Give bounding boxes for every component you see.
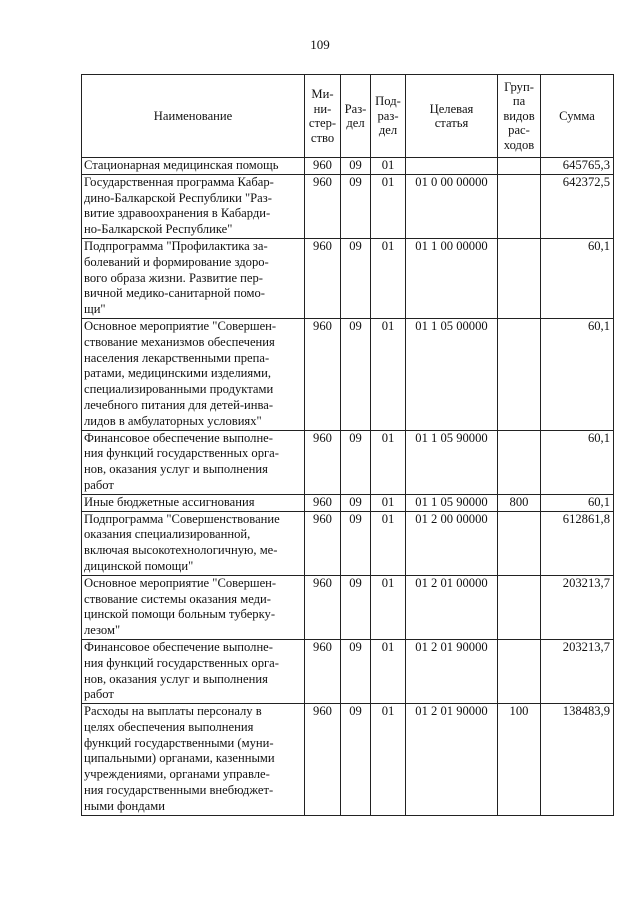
- table-header-row: [82, 75, 614, 158]
- budget-table: [81, 74, 614, 816]
- cell-amount: 60,1: [541, 494, 614, 511]
- cell-expense-group: [498, 158, 541, 175]
- cell-section: 09: [341, 494, 371, 511]
- cell-name: Финансовое обеспечение выполне- ния функций государственных орга- нов, оказания услуг и выполнения работ: [82, 430, 305, 494]
- cell-section: 09: [341, 704, 371, 816]
- cell-target-item: 01 1 05 90000: [406, 494, 498, 511]
- cell-ministry: 960: [305, 494, 341, 511]
- cell-target-item: 01 1 00 00000: [406, 238, 498, 318]
- cell-expense-group: 800: [498, 494, 541, 511]
- table-row: [82, 494, 614, 511]
- header-name: Наименование: [82, 75, 305, 158]
- cell-subsection: 01: [371, 704, 406, 816]
- cell-expense-group: [498, 511, 541, 575]
- cell-target-item: 01 2 01 90000: [406, 704, 498, 816]
- cell-target-item: 01 2 00 00000: [406, 511, 498, 575]
- cell-ministry: 960: [305, 318, 341, 430]
- cell-expense-group: [498, 318, 541, 430]
- cell-expense-group: [498, 575, 541, 639]
- cell-name: Основное мероприятие "Совершен- ствование механизмов обеспечения населения лекарственными препа- ратами, медицинскими изделиями, специализированными продуктами лечебного питания для детей-инва- лидов в амбулаторных условиях": [82, 318, 305, 430]
- table-row: [82, 238, 614, 318]
- cell-expense-group: [498, 174, 541, 238]
- cell-amount: 60,1: [541, 430, 614, 494]
- table-row: [82, 174, 614, 238]
- cell-target-item: 01 2 01 00000: [406, 575, 498, 639]
- header-expense-group: Груп- па видов рас- ходов: [498, 75, 541, 158]
- cell-subsection: 01: [371, 318, 406, 430]
- header-amount: Сумма: [541, 75, 614, 158]
- cell-expense-group: [498, 238, 541, 318]
- cell-name: Подпрограмма "Совершенствование оказания специализированной, включая высокотехнологичную, ме- дицинской помощи": [82, 511, 305, 575]
- cell-ministry: 960: [305, 158, 341, 175]
- cell-target-item: 01 1 05 90000: [406, 430, 498, 494]
- cell-expense-group: [498, 430, 541, 494]
- cell-name: Финансовое обеспечение выполне- ния функций государственных орга- нов, оказания услуг и выполнения работ: [82, 639, 305, 703]
- table-row: [82, 511, 614, 575]
- cell-name: Государственная программа Кабар- дино-Балкарской Республики "Раз- витие здравоохранения в Кабарди- но-Балкарской Республике": [82, 174, 305, 238]
- cell-target-item: [406, 158, 498, 175]
- cell-section: 09: [341, 575, 371, 639]
- header-ministry: Ми- ни- стер- ство: [305, 75, 341, 158]
- cell-expense-group: 100: [498, 704, 541, 816]
- table-row: [82, 704, 614, 816]
- page-number: 109: [310, 37, 330, 52]
- cell-amount: 645765,3: [541, 158, 614, 175]
- cell-target-item: 01 0 00 00000: [406, 174, 498, 238]
- cell-ministry: 960: [305, 575, 341, 639]
- cell-section: 09: [341, 238, 371, 318]
- table-row: [82, 318, 614, 430]
- cell-subsection: 01: [371, 494, 406, 511]
- cell-ministry: 960: [305, 430, 341, 494]
- cell-amount: 60,1: [541, 238, 614, 318]
- cell-name: Иные бюджетные ассигнования: [82, 494, 305, 511]
- header-subsection: Под- раз- дел: [371, 75, 406, 158]
- cell-amount: 60,1: [541, 318, 614, 430]
- header-target-item: Целевая статья: [406, 75, 498, 158]
- cell-ministry: 960: [305, 704, 341, 816]
- table-row: [82, 575, 614, 639]
- cell-amount: 138483,9: [541, 704, 614, 816]
- cell-target-item: 01 2 01 90000: [406, 639, 498, 703]
- cell-ministry: 960: [305, 639, 341, 703]
- table-row: [82, 639, 614, 703]
- cell-subsection: 01: [371, 158, 406, 175]
- cell-subsection: 01: [371, 575, 406, 639]
- cell-section: 09: [341, 511, 371, 575]
- cell-section: 09: [341, 639, 371, 703]
- cell-name: Расходы на выплаты персоналу в целях обеспечения выполнения функций государственными (муни- ципальными) органами, казенными учреждениями, органами управле- ния государственными внебюджет- ными фондами: [82, 704, 305, 816]
- cell-name: Подпрограмма "Профилактика за- болеваний и формирование здоро- вого образа жизни. Развитие пер- вичной медико-санитарной помо- щи": [82, 238, 305, 318]
- cell-subsection: 01: [371, 639, 406, 703]
- cell-subsection: 01: [371, 430, 406, 494]
- cell-name: Основное мероприятие "Совершен- ствование системы оказания меди- цинской помощи больным туберку- лезом": [82, 575, 305, 639]
- table-row: [82, 430, 614, 494]
- cell-ministry: 960: [305, 174, 341, 238]
- cell-section: 09: [341, 174, 371, 238]
- cell-name: Стационарная медицинская помощь: [82, 158, 305, 175]
- cell-section: 09: [341, 430, 371, 494]
- table-body: [82, 158, 614, 816]
- cell-amount: 612861,8: [541, 511, 614, 575]
- cell-subsection: 01: [371, 511, 406, 575]
- cell-amount: 203213,7: [541, 639, 614, 703]
- header-section: Раз- дел: [341, 75, 371, 158]
- cell-expense-group: [498, 639, 541, 703]
- cell-amount: 203213,7: [541, 575, 614, 639]
- cell-section: 09: [341, 158, 371, 175]
- cell-subsection: 01: [371, 238, 406, 318]
- cell-section: 09: [341, 318, 371, 430]
- cell-subsection: 01: [371, 174, 406, 238]
- table-row: [82, 158, 614, 175]
- cell-ministry: 960: [305, 238, 341, 318]
- cell-amount: 642372,5: [541, 174, 614, 238]
- cell-target-item: 01 1 05 00000: [406, 318, 498, 430]
- cell-ministry: 960: [305, 511, 341, 575]
